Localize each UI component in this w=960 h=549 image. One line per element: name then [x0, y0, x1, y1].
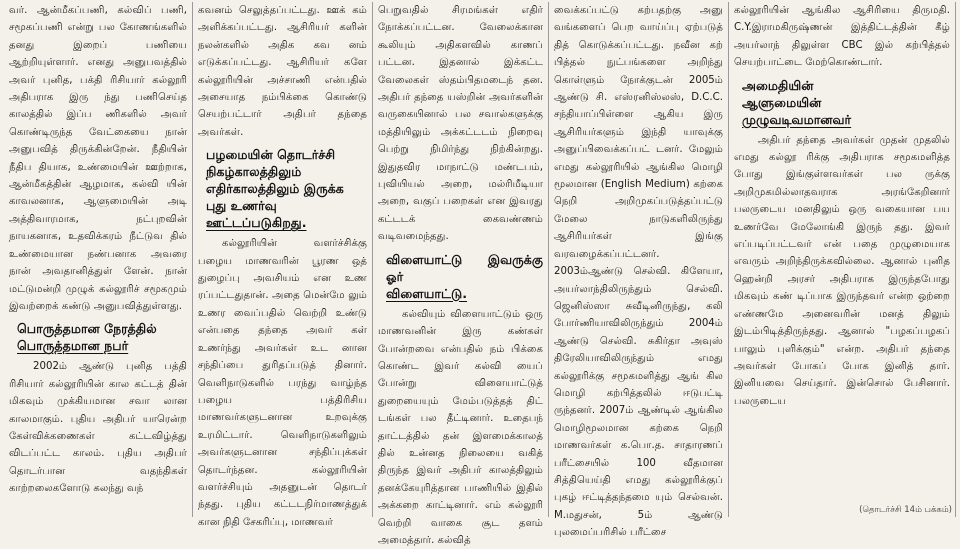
- section-heading: [734, 77, 950, 128]
- section-heading-line: நிகழ்காலத்திலும்: [206, 164, 302, 180]
- section-heading-line: பொருத்தமான நபர்: [17, 338, 129, 354]
- section-heading: [9, 320, 187, 354]
- article-paragraph: பெறுவதில் சிரமங்கள் எதிர் நோக்கப்பட்டன. வேலைக்கான கூலியும் அதிகளவில் காணப் பட்டன. இதனால் இக்கட்ட வேலைகள் ஸ்தம்பிதமடைந் தன. அதிபர் தந்தை யஸ்றின் அவர்களின் வருகையினால் பல சவால்களுக்கு மத்தியிலும் அக்கட்டடம் நிறைவு பெற்று நிமிர்ந்து நிற்கின்றது. இதுதவிர மாநாட்டு மண்டபம், புவியியல் அறை, மல்ரிமீடியா அறை, வகுப் பறைகள் என இவரது கட்டடக் கைவண்ணம் வடிவமைந்தது.: [378, 5, 543, 243]
- section-heading-line: ஆளுமையின்: [742, 94, 822, 110]
- article-paragraph: கவனம் செலுத்தப்பட்டது. ஊக் கம் அளிக்கப்பட்டது. ஆசிரியர் களின் நலன்களில் அதிக கவ னம் எடுக்கப்பட்டது. ஆசிரியர் களே கல்லூரியின் அச்சாணி என்பதில் அசையாத நம்பிக்கை கொண்டு செயற்பட்டார் அதிபர் தந்தை அவர்கள்.: [198, 5, 367, 138]
- section-heading: [198, 146, 367, 231]
- article-paragraph: அதிபர் தந்தை அவர்கள் முதன் முதலில் எமது கல்லூ ரிக்கு அதிபராக சமூகமளித்த போது இங்குள்ளவர்கள் பல ருக்கு அறிமுகமில்லாதவராக அரங்கேறினார் பலருடைய மனதிலும் ஒரு வகையான பய உணர்வே மேலோங்கி இருந் தது. இவர் எப்படிப்பட்டவர் என் பதை முழுமையாக எவரும் அறிந்திருக்கவில்லை. ஆனால் புனித ஹென்றி அரசர் அதிபராக இருந்தபோது மிகவும் கண் டிப்பாக இருந்தவர் என்ற ஒற்றை எண்ணமே அனைவரின் மனத் திலும் இடம்பிடித்திருந்தது. ஆனால் "பழகப்பழகப் பாலும் புளிக்கும்" என்ற. அதிபர் தந்தை அவர்கள் போகப் போக இனித் தார். இனியவை செய்தார். இன்சொல் பேசினார். பலருடைய: [734, 134, 950, 407]
- section-heading-line: முழுவடிவமானவர்: [742, 111, 852, 127]
- section-heading-line: பழமையின் தொடர்ச்சி: [206, 147, 336, 163]
- article-paragraph: கல்லூரியின் ஆங்கில ஆசிரியை திருமதி. C.Y.இராமகிருஷ்ணன் இத்திட்டத்தின் கீழ் அயர்லாந் திலுள்ள CBC இல் கற்பித்தல் செயற்பாட்டை மேற்கொண்டார்.: [734, 5, 950, 69]
- column-4: [549, 2, 729, 539]
- article-paragraph: கல்லூரியின் வளர்ச்சிக்கு பழைய மாணவரின் பூரண ஒத் துழைப்பு அவசியம் என உண ரப்பட்டதுதான். அதை மென்மே லும் உணர வைப்பதில் வெற்றி உண்டு என்பதை தந்தை அவர் கள் உணர்ந்து அவர்கள் உட னான சந்திப்பை துரிதப்படுத் தினார். வெளிநாடுகளில் பரந்து வாழ்ந்த பழைய பத்திரிசிய மாணவர்களுடனான உறவுக்கு உரமிட்டார். வெளிநாடுகளிலும் அவர்களுடனான சந்திப்புக்கள் தொடர்ந்தன. கல்லூரியின் வளர்ச்சியும் அதனுடன் தொடர் ந்தது. புதிய கட்டடநிர்மாணத்துக் கான நிதி சேகரிப்பு, மாணவர்: [198, 238, 367, 528]
- column-5: [729, 2, 956, 517]
- article-paragraph: 2002ம் ஆண்டு புனித பத்தி ரிசியார் கல்லூரியின் கால கட்டத் தின் மிகவும் முக்கியமான சவா லான காலமாகும். புதிய அதிபர் யாரென்ற கேள்விக்கணைகள் கட்டவிழ்த்து விடப்பட்ட காலம். புதிய அதிபர் தொடர்பான வதந்திகள் காற்றலைகளோடு கலந்து வந்: [9, 361, 187, 495]
- section-heading-line: புது உணர்வு: [206, 198, 277, 214]
- section-heading-line: ஊட்டப்படுகிறது.: [206, 215, 307, 231]
- column-1: [4, 2, 193, 517]
- section-heading-line: பொருத்தமான நேரத்தில்: [17, 321, 157, 337]
- article-paragraph: வைக்கப்பட்டு கற்பதற்கு அனு வங்களைப் பெற வாய்ப்பு ஏற்படுத் தித் கொடுக்கப்பட்டது. நவீன கற் பித்தல் நுட்பங்களை அறிந்து கொள்ளும் நோக்குடன் 2005ம் ஆண்டு சி. எஸ்ரனிஸ்லஸ், D.C.C. சந்தியாப்பிள்ளை ஆகிய இரு ஆசிரியர்களும் இந்தி யாவுக்கு அனுப்பிவைக்கப்பட் டனர். மேலும் எமது கல்லூரியில் ஆங்கில மொழி மூலமான (English Medium) கற்கை நெறி அறிமுகப்படுத்தப்பட்டு மேலை நாடுகளிலிருந்து ஆசிரியர்கள் இங்கு வரவழைக்கப்பட்டனர். 2003ம்ஆண்டு செல்வி. கிளேயா, அயர்லாந்திலிருந்தும் செல்வி. ஜெனிஸ்ஸா சுவீடினிருந்து, கலி போர்ணியாவிலிருந்தும் 2004ம் ஆண்டு செல்வி. சுகிர்தா அவுஸ் திரேலியாவிலிருந்தும் எமது கல்லூரிக்கு சமூகமளித்து ஆங் கில மொழி கற்பித்தலில் ஈடுபட்டி ருந்தனர். 2007ம் ஆண்டில் ஆங்கில மொழிமூலமான கற்கை நெறி மாணவர்கள் க.பொ.த. சாதாரணப் பரீட்சையில் 100 வீதமான சித்தியெய்தி எமது கல்லூரிக்குப் புகழ் ஈட்டித்தந்தமை யும் செல்வன். M.மதுசன், 5ம் ஆண்டு புலமைப்பரிசில் பரீட்சை: [554, 5, 723, 539]
- continued-note: (தொடர்ச்சி 14ம் பக்கம்): [859, 505, 952, 515]
- section-heading-line: விளையாட்டு.: [386, 285, 468, 301]
- column-2: [193, 2, 373, 528]
- column-3: [373, 2, 549, 546]
- section-heading: [378, 251, 543, 302]
- section-heading-line: எதிர்காலத்திலும் இருக்க: [206, 181, 344, 197]
- article-paragraph: கல்வியும் விளையாட்டும் ஒரு மாணவனின் இரு கண்கள் போன்றவை என்பதில் நம் பிக்கை கொண்ட இவர் கல்வி யைப் போன்று விளையாட்டுத் துறையையும் மேம்படுத்தத் திட் டங்கள் பல தீட்டினார். உதைபந் தாட்டத்தில் தன் இளமைக்காலத் தில் உன்னத நிலையை வகித் திருந்த இவர் அதிபர் காலத்திலும் தனக்கேயுரித்தான பாணியில் இதில் அக்கறை காட்டினார். எம் கல்லூரி வெற்றி வாகை சூட தளம் அமைத்தார். கல்வித்: [378, 308, 543, 546]
- section-heading-line: விளையாட்டு இவருக்கு ஓர்: [386, 251, 543, 284]
- section-heading-line: அமைதியின்: [742, 77, 814, 93]
- article-paragraph: வர். ஆன்மீகப்பணி, கல்விப் பணி, சமூகப்பணி என்று பல கோணங்களில் தனது இறைப் பணியை ஆற்றியுள்ளார். எனது அனுபவத்தில் அவர் புனித, பக்தி ரிசியார் கல்லூரி அதிபராக இரு ந்து பணிசெய்த காலத்தில் இப்ப ணிகளில் அவர் கொண்டிருந்த வேட்கையை நான் அனுபவித் திருக்கின்றேன். நீதியின் நீதிப தியாக, உண்மையின் ஊற்றாக, ஆன்மீகத்தின் ஆழமாக, கல்வி யின் காவலனாக, ஆளுமையின் அடி அத்திவாரமாக, நட்புறவின் நாயகனாக, உதவிக்கரம் நீட்டுவ தில் உண்மையான நண்பனாக அவரை நான் அவதானித்துள் ளேன். நான் மட்டுமன்றி முழுக் கல்லூரிச் சமூகமும் இவற்றைக் கண்டு அனுபவித்துள்ளது.: [9, 5, 187, 312]
